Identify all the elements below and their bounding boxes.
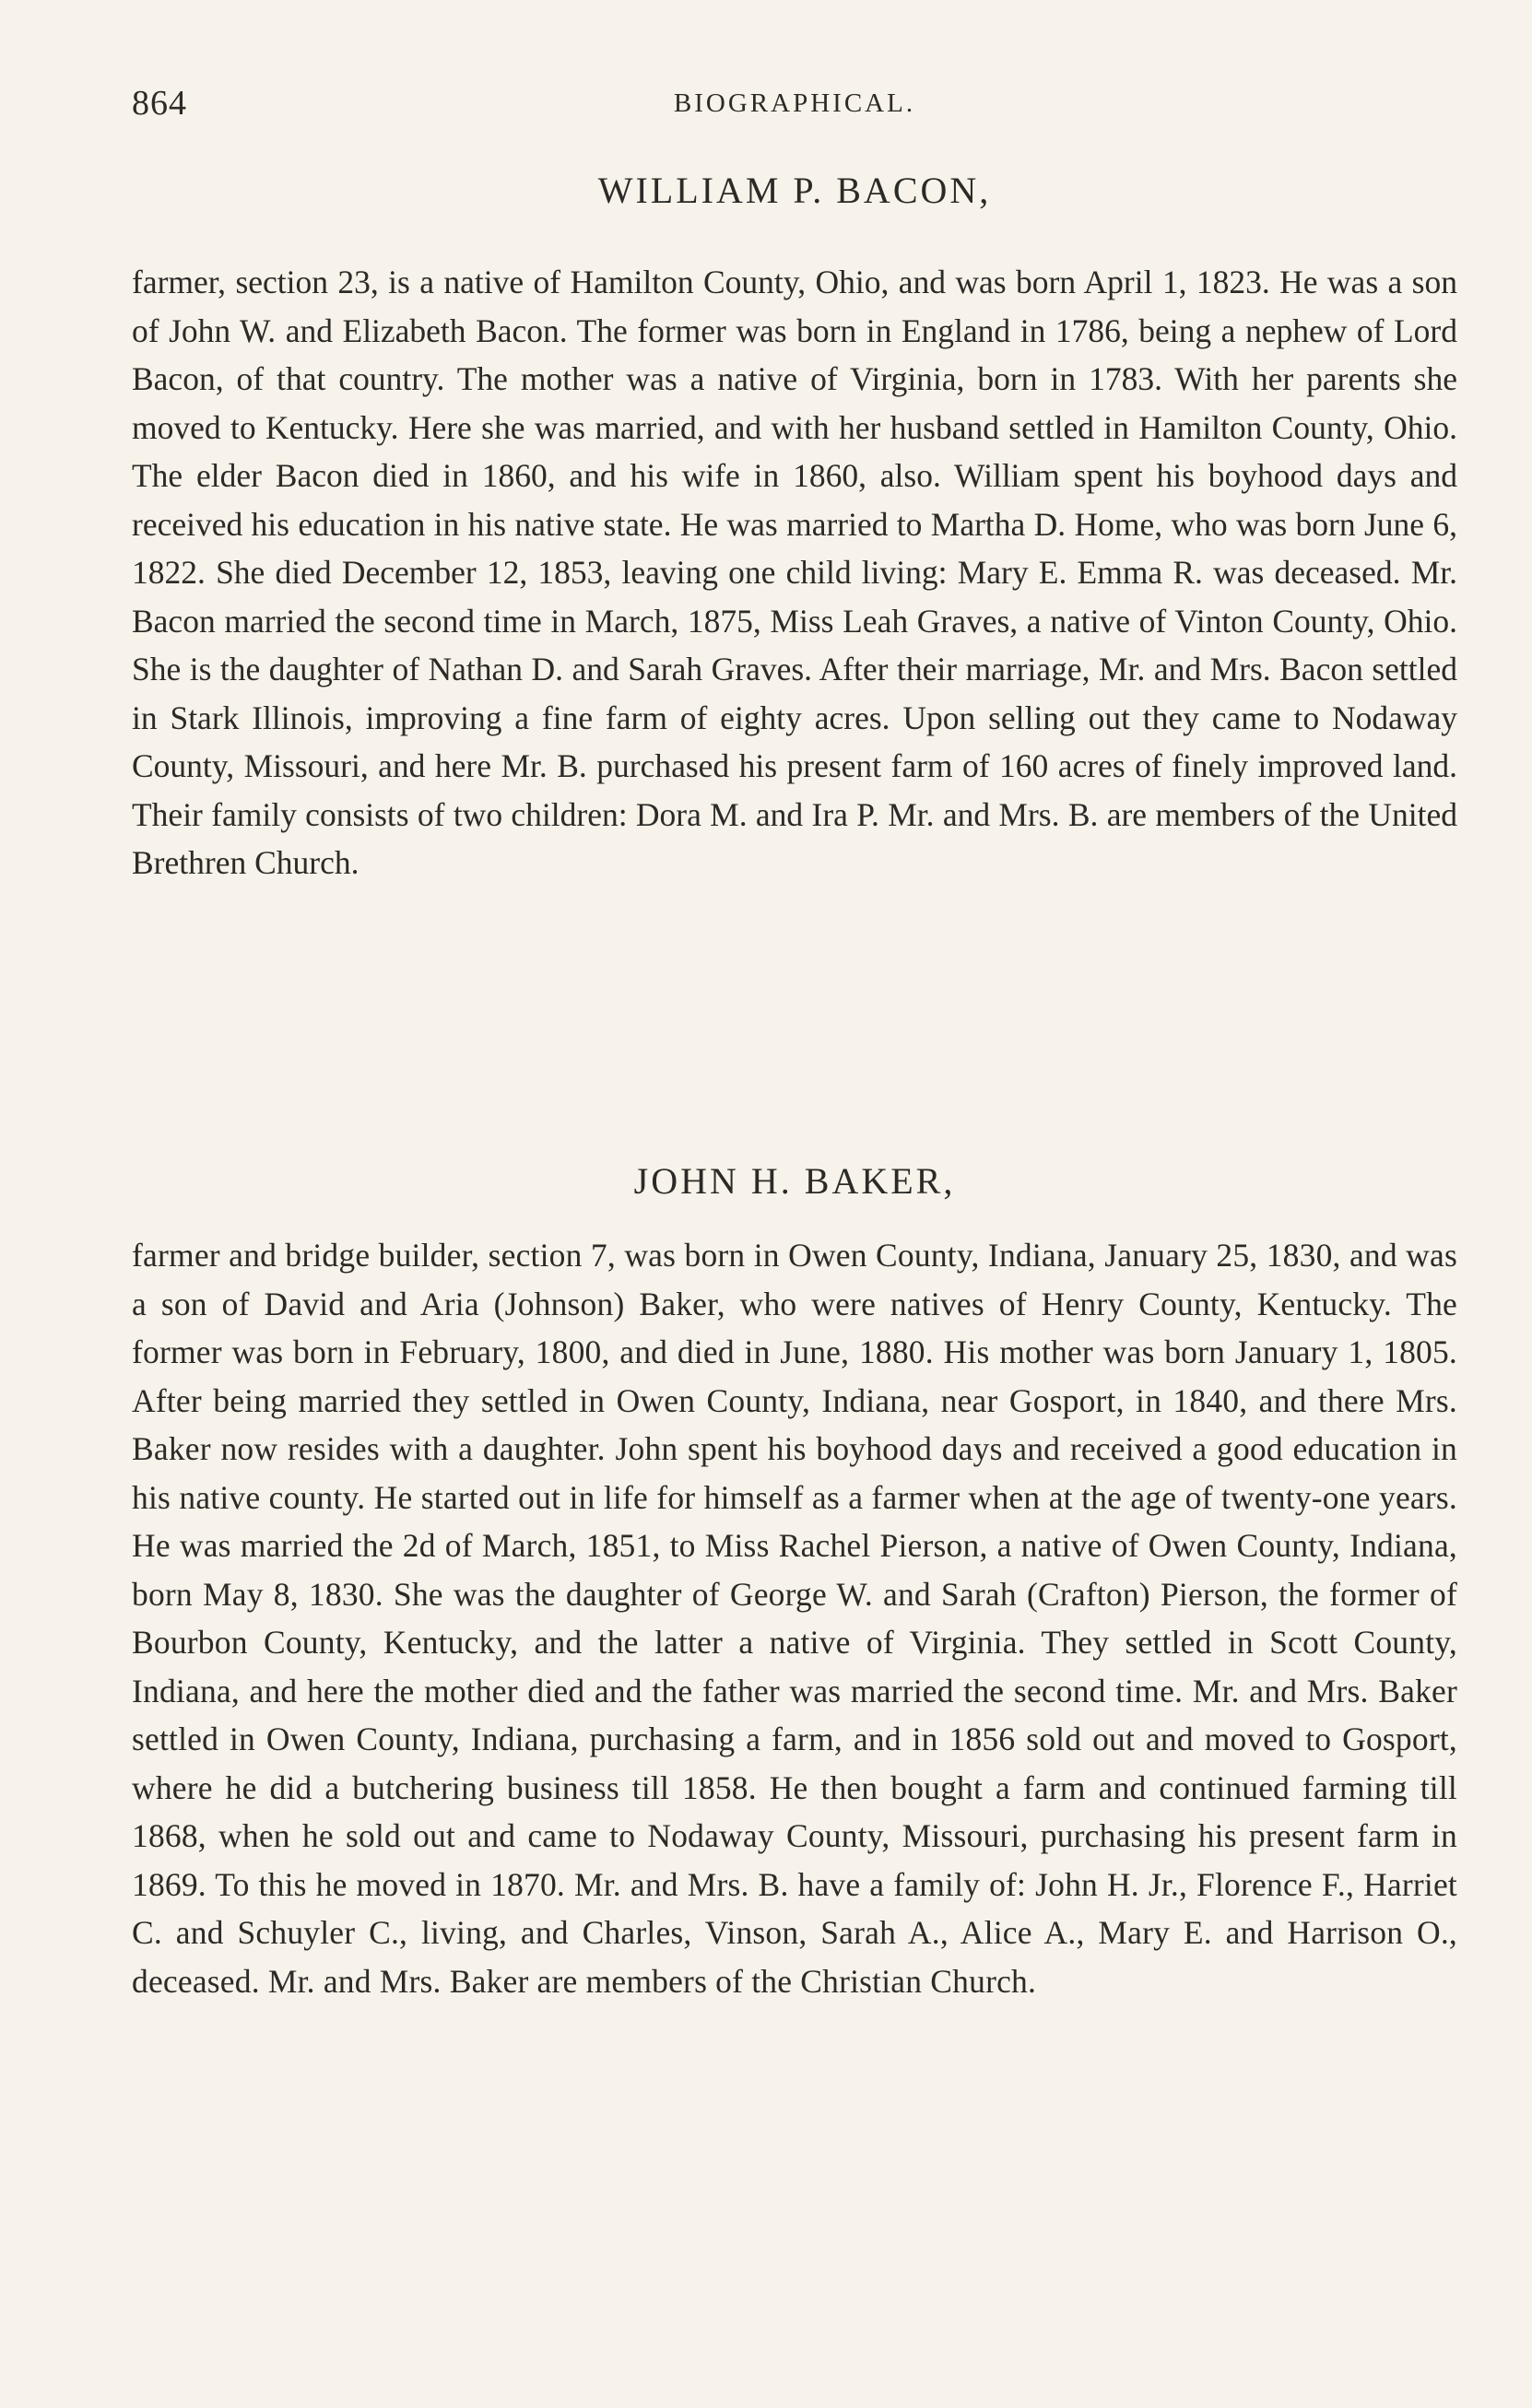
entry-body-bacon: farmer, section 23, is a native of Hamilton County, Ohio, and was born April 1, 1823. He was a son of John W. and Elizabeth Bacon. The former was born in England in 1786, being a nephew of Lord Bacon, of that country. The mother was a native of Virginia, born in 1783. With her parents she moved to Kentucky. Here she was married, and with her husband settled in Hamilton County, Ohio. The elder Bacon died in 1860, and his wife in 1860, also. William spent his boyhood days and received his education in his native state. He was married to Martha D. Home, who was born June 6, 1822. She died December 12, 1853, leaving one child living: Mary E. Emma R. was deceased. Mr. Bacon married the second time in March, 1875, Miss Leah Graves, a native of Vinton County, Ohio. She is the daughter of Nathan D. and Sarah Graves. After their marriage, Mr. and Mrs. Bacon settled in Stark Illinois, improving a fine farm of eighty acres. Upon selling out they came to Nodaway County, Missouri, and here Mr. B. purchased his present farm of 160 acres of finely improved land. Their family consists of two children: Dora M. and Ira P. Mr. and Mrs. B. are members of the United Brethren Church. (132, 264, 1457, 881)
entry-body-baker: farmer and bridge builder, section 7, was born in Owen County, Indiana, January 25, 1830, and was a son of David and Aria (Johnson) Baker, who were natives of Henry County, Kentucky. The former was born in February, 1800, and died in June, 1880. His mother was born January 1, 1805. After being married they settled in Owen County, Indiana, near Gosport, in 1840, and there Mrs. Baker now resides with a daughter. John spent his boyhood days and received a good education in his native county. He started out in life for himself as a farmer when at the age of twenty-one years. He was married the 2d of March, 1851, to Miss Rachel Pierson, a native of Owen County, Indiana, born May 8, 1830. She was the daughter of George W. and Sarah (Crafton) Pierson, the former of Bourbon County, Kentucky, and the latter a native of Virginia. They settled in Scott County, Indiana, and here the mother died and the father was married the second time. Mr. and Mrs. Baker settled in Owen County, Indiana, purchasing a farm, and in 1856 sold out and moved to Gosport, where he did a butchering business till 1858. He then bought a farm and continued farming till 1868, when he sold out and came to Nodaway County, Missouri, purchasing his present farm in 1869. To this he moved in 1870. Mr. and Mrs. B. have a family of: John H. Jr., Florence F., Harriet C. and Schuyler C., living, and Charles, Vinson, Sarah A., Alice A., Mary E. and Harrison O., deceased. Mr. and Mrs. Baker are members of the Christian Church. (132, 1237, 1457, 2000)
running-title: BIOGRAPHICAL. (673, 88, 916, 118)
page-number: 864 (132, 84, 187, 123)
running-head (132, 83, 1457, 129)
entry-heading-baker: JOHN H. BAKER, (633, 1160, 956, 1202)
entry-heading-bacon: WILLIAM P. BACON, (597, 170, 992, 211)
